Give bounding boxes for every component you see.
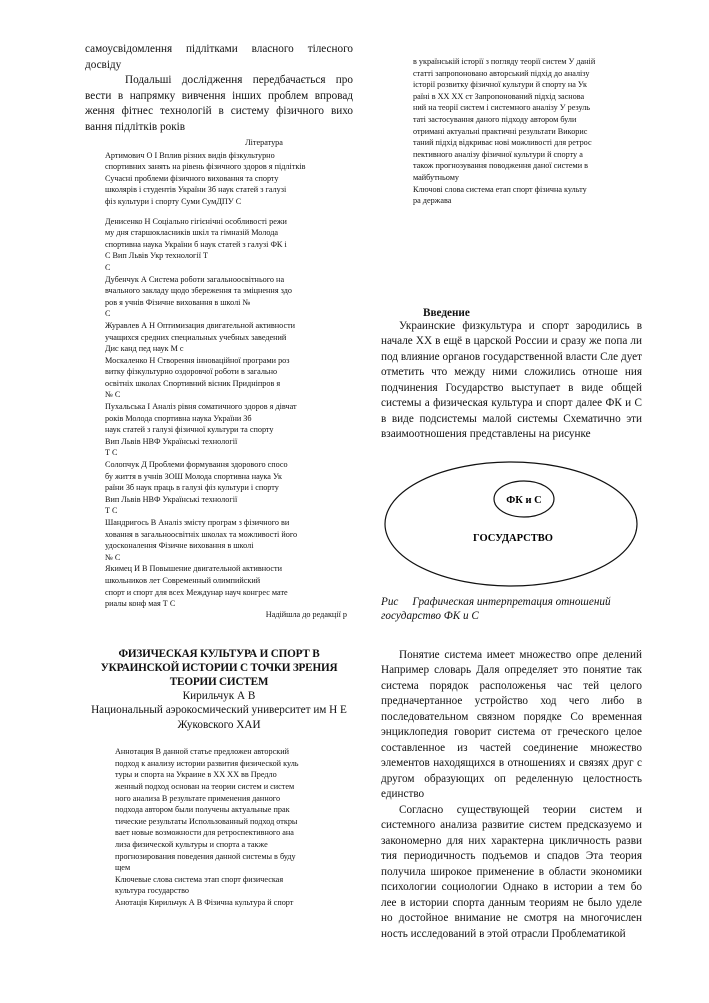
reference-line: спорт и спорт для всех Междунар науч конгрес мате (105, 587, 288, 597)
abstract-line: тические результаты Использованный подход откры (115, 816, 298, 826)
reference-line: С Вип Львів Укр технології Т (105, 251, 209, 261)
reference-line: ховання в загальноосвітніх школах та можливості його (105, 529, 298, 539)
abstract-line: ного анализа В результате применения данного (115, 793, 281, 803)
abstract-line: прогнозирования поведения данной системы в буду (115, 851, 296, 861)
abstract-line: майбутньому (413, 172, 459, 182)
abstract-line: статті запропоновано авторський підхід до аналізу (413, 68, 590, 78)
reference-line: школьников лет Современный олимпийский (105, 575, 261, 585)
reference-line: Денисенко Н Соціально гігієнічні особливості режи (105, 216, 287, 226)
figure-caption-label: Рис (381, 595, 399, 608)
reference-line: спортивна наука України б наук статей з галузі ФК і (105, 239, 287, 249)
reference-item (85, 459, 353, 517)
reference-line: Дис канд пед наук М с (105, 344, 184, 354)
reference-item (85, 517, 353, 563)
figure-caption-text: Графическая интерпретация отношений государство ФК и С (381, 595, 611, 623)
abstract-russian-lines (115, 746, 353, 874)
reference-line: риалы конф мая Т С (105, 599, 176, 609)
reference-line: освітніх школах Спортивний вісник Придніпров я (105, 378, 281, 388)
reference-line: Вип Львів НВФ Українські технології (105, 436, 238, 446)
paragraph-system-definition: Понятие система имеет множество опре делений Например словарь Даля определяет это понятие так система порядок расположенья час тей целого предначертанное устройство ход чего либо в последовательном связном порядке Со временная энциклопедия говорит система от греческого целое составленное из частей соединение множество элементов находящихся в отношениях и связях друг с другом образующих оп ределенную целостность единство (381, 648, 642, 801)
abstract-line: женный подход основан на теории систем и систем (115, 782, 295, 792)
paragraph-further-research: Подальші дослідження передбачається про вести в напрямку вивчення інших проблем впровад ження фітнес технологій в систему фізичного вихо вання підлітків років (85, 74, 353, 133)
abstract-russian (85, 746, 353, 908)
reference-line: С (105, 262, 111, 272)
abstract-line: туры и спорта на Украине в ХХ ХХ вв Предло (115, 770, 277, 780)
abstract-line: лиза физической культуры и спорта а также (115, 840, 268, 849)
state-label: ГОСУДАРСТВО (473, 532, 553, 544)
literature-heading: Література (245, 138, 283, 147)
abstract-ukrainian-lines (413, 56, 642, 184)
abstract-line: історії розвитку фізичної культури й спорту на Ук (413, 80, 587, 90)
reference-line: витку фізкультурно оздоровчої роботи в загально (105, 367, 278, 377)
reference-line: Якимец И В Повышение двигательной активности (105, 564, 283, 574)
reference-line: Пухальська І Аналіз рівня соматичного здоров я дівчат (105, 402, 297, 412)
introduction-paragraph: Украинские физкультура и спорт зародились в начале ХХ в ещё в царской России и сразу же попа ли под влияние органов государственной власти Сле дует отметить что между ними сложились отноше ния подчинения Государство выступает в виде общей системы а физическая культура и спорт далее ФК и С в виде подсистемы малой системы Схематично эти взаимоотношения представлены на рисунке (381, 319, 642, 441)
reference-line: Журавлев А Н Оптимизация двигательной активности (105, 320, 296, 330)
received-date: Надійшла до редакції р (265, 609, 347, 619)
reference-line: Сучасні проблеми фізичного виховання та спорту (105, 173, 279, 183)
abstract-line: ний на теорії систем і системного аналізу У резуль (413, 103, 591, 113)
reference-item (85, 563, 353, 609)
reference-line: удосконалення Фізичне виховання в школі (105, 541, 254, 551)
reference-line: спортивних занять на рівень фізичного здоров я підлітків (105, 162, 306, 172)
paragraph-self-awareness: самоусвідомлення підлітками власного тілесного досвіду (85, 43, 353, 71)
keywords-ukrainian (413, 184, 642, 207)
figure-state-diagram (381, 459, 642, 589)
reference-item (85, 274, 353, 320)
left-column (85, 42, 353, 909)
abstract-line: в українській історії з погляду теорії систем У даній (413, 57, 596, 66)
reference-item (85, 355, 353, 401)
introduction-heading: Введение (423, 306, 470, 319)
abstract-line: вает новые возможности для ретроспективного ана (115, 828, 294, 838)
article-title: ФИЗИЧЕСКАЯ КУЛЬТУРА И СПОРТ В УКРАИНСКОЙ ИСТОРИИ С ТОЧКИ ЗРЕНИЯ ТЕОРИИ СИСТЕМ (100, 647, 338, 688)
state-ellipse (385, 462, 637, 586)
reference-line: С (105, 309, 111, 319)
abstract-line: раїні в ХХ ХХ ст Запропонований підхід заснова (413, 91, 585, 101)
reference-item (85, 401, 353, 459)
reference-line: учащихся средних специальных учебных заведений (105, 332, 287, 342)
reference-list (85, 150, 353, 610)
keywords-line: Ключові слова система етап спорт фізична культу (413, 184, 587, 194)
pe-sport-label: ФК и С (506, 494, 542, 506)
reference-item (85, 216, 353, 274)
reference-line: Москаленко Н Створення інноваційної програми роз (105, 355, 290, 365)
reference-line: Солопчук Д Проблеми формування здорового спосо (105, 460, 288, 470)
right-column (381, 56, 642, 942)
reference-line: вчального закладу щодо збереження та зміцнення здо (105, 286, 292, 296)
abstract-line: пективного аналізу фізичної культури й спорту а (413, 149, 583, 159)
reference-line: Т С (105, 448, 118, 458)
reference-item (85, 150, 353, 208)
abstract-line: таний підхід відкриває нові можливості для ретрос (413, 138, 592, 148)
author-affiliation: Национальный аэрокосмический университет им Н Е Жуковского ХАИ (91, 704, 347, 731)
reference-line: бу життя в учнів ЗОШ Молода спортивна наука Ук (105, 471, 283, 481)
figure-caption (381, 595, 642, 624)
reference-line: Т С (105, 506, 118, 516)
reference-line: фіз культури і спорту Суми СумДПУ С (105, 196, 242, 206)
reference-line: школярів і студентів України Зб наук статей з галузі (105, 185, 287, 195)
reference-item (85, 320, 353, 355)
abstract-line: таті застосування даного підходу автором були (413, 114, 577, 124)
figure-svg (381, 459, 642, 589)
abstract-line: також прогнозування поводження даної системи в (413, 161, 588, 171)
reference-line: Дубенчук А Система роботи загальноосвітнього на (105, 274, 285, 284)
keywords-russian (115, 874, 353, 897)
reference-line: Вип Львів НВФ Українські технології (105, 494, 238, 504)
abstract-line: отримані актуальні практичні результати Викорис (413, 126, 588, 136)
abstract-line: Аннотация В данной статье предложен авторский (115, 747, 289, 757)
reference-line: ров я учнів Фізичне виховання в школі № (105, 297, 251, 307)
author-name: Кирильчук А В (182, 689, 256, 702)
reference-line: наук статей з галузі фізичної культури та спорту (105, 425, 274, 435)
paragraph-systems-theory: Согласно существующей теории систем и системного анализа развитие систем предсказуемо и закономерно для них характерна цикличность разви тия периодичность подъемов и спадов Эта теория получила широкое применение в области экономики психологии социологии Однако в истории а тем бо лее в истории спорта данным теориям не было уделе но достойное внимание не смотря на многочислен ность исследований в этой отрасли Проблематикой (381, 803, 642, 940)
abstract-line: подход к анализу истории развития физической куль (115, 758, 299, 768)
keywords-line: ра держава (413, 196, 452, 206)
abstract-ukrainian-start: Анотація Кирильчук А В Фізична культура й спорт (115, 897, 294, 907)
abstract-ukrainian (381, 56, 642, 207)
reference-line: № С (105, 552, 121, 562)
reference-line: раїни Зб наук праць в галузі фіз культури і спорту (105, 483, 279, 493)
reference-line: № С (105, 390, 121, 400)
reference-line: му дня старшокласників шкіл та гімназій Молода (105, 228, 279, 238)
reference-line: Артимович О І Вплив різних видів фізкультурно (105, 150, 275, 160)
keywords-line: Ключевые слова система этап спорт физическая (115, 874, 284, 884)
abstract-line: щем (115, 863, 131, 873)
reference-line: Шандригось В Аналіз змісту програм з фізичного ви (105, 518, 290, 527)
keywords-line: культура государство (115, 886, 190, 896)
reference-line: років Молода спортивна наука України Зб (105, 413, 252, 423)
abstract-line: подхода автором были получены актуальные прак (115, 805, 290, 815)
